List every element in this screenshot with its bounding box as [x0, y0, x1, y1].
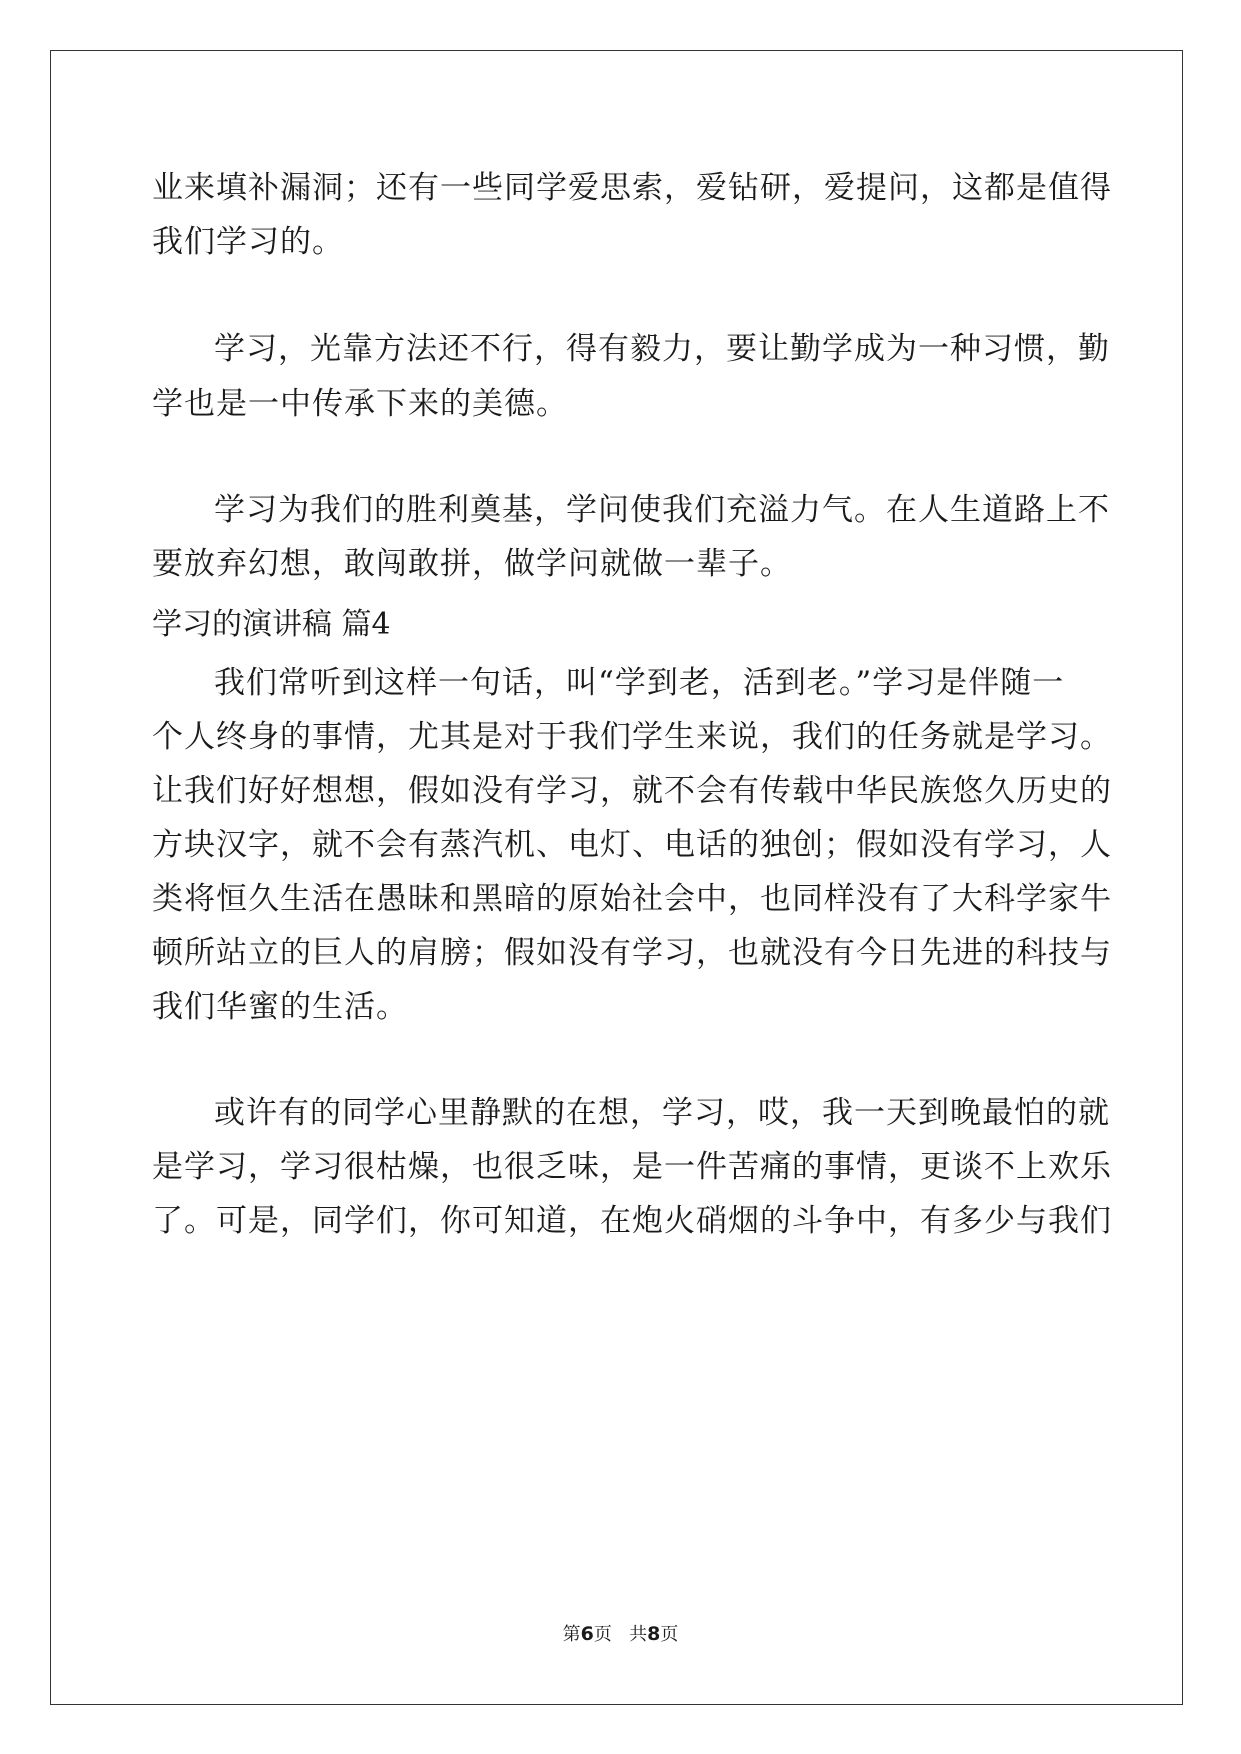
page-border [50, 50, 1183, 1705]
body-line-13: 我们华蜜的生活。 [152, 989, 408, 1025]
footer-total-pages: 8 [647, 1623, 661, 1645]
page-footer [0, 1622, 1241, 1647]
footer-middle: 页 共 [593, 1624, 648, 1645]
body-line-7: 我们常听到这样一句话，叫“学到老，活到老。”学习是伴随一 [214, 665, 1065, 701]
body-line-2: 我们学习的。 [152, 224, 344, 260]
footer-suffix: 页 [660, 1624, 679, 1645]
body-line-8: 个人终身的事情，尤其是对于我们学生来说，我们的任务就是学习。 [152, 719, 1112, 755]
body-line-11: 类将恒久生活在愚昧和黑暗的原始社会中，也同样没有了大科学家牛 [152, 881, 1112, 917]
body-line-4: 学也是一中传承下来的美德。 [152, 386, 568, 422]
body-line-14: 或许有的同学心里静默的在想，学习，哎，我一天到晚最怕的就 [214, 1095, 1110, 1131]
section-heading: 学习的演讲稿 篇4 [152, 607, 391, 642]
footer-prefix: 第 [562, 1624, 581, 1645]
body-line-16: 了。可是，同学们，你可知道，在炮火硝烟的斗争中，有多少与我们 [152, 1203, 1112, 1239]
body-line-15: 是学习，学习很枯燥，也很乏味，是一件苦痛的事情，更谈不上欢乐 [152, 1149, 1112, 1185]
body-line-6: 要放弃幻想，敢闯敢拼，做学问就做一辈子。 [152, 546, 792, 582]
body-line-10: 方块汉字，就不会有蒸汽机、电灯、电话的独创；假如没有学习，人 [152, 827, 1112, 863]
body-line-12: 顿所站立的巨人的肩膀；假如没有学习，也就没有今日先进的科技与 [152, 935, 1112, 971]
footer-current-page: 6 [580, 1623, 594, 1645]
body-line-3: 学习，光靠方法还不行，得有毅力，要让勤学成为一种习惯，勤 [214, 331, 1110, 367]
body-line-9: 让我们好好想想，假如没有学习，就不会有传载中华民族悠久历史的 [152, 773, 1112, 809]
body-line-1: 业来填补漏洞；还有一些同学爱思索，爱钻研，爱提问，这都是值得 [152, 170, 1112, 206]
body-line-5: 学习为我们的胜利奠基，学问使我们充溢力气。在人生道路上不 [214, 492, 1110, 528]
